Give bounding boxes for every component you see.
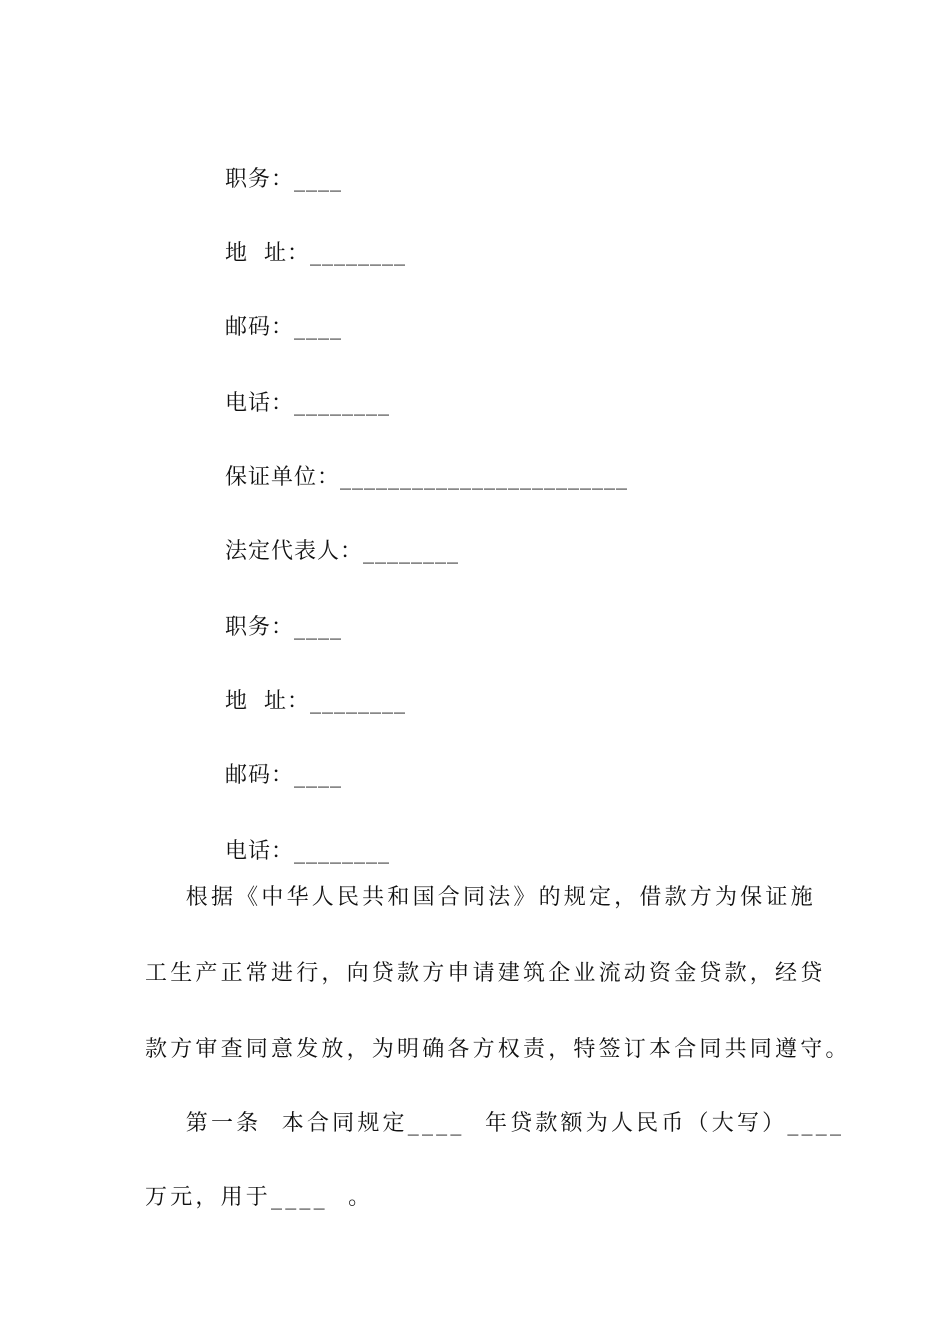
field-label: 电话： [224,391,294,416]
field-blank: ________ [294,839,390,864]
guarantor-unit-field [193,436,628,520]
field-blank: ____ [294,763,342,788]
field-label: 法定代表人： [224,539,363,564]
field-blank: ________ [309,689,406,714]
guarantor-phone-field [193,810,390,894]
field-blank: ________ [309,241,406,266]
paragraph-line: 万元，用于____ 。 [145,1185,374,1210]
field-blank: ____ [294,167,342,192]
field-label: 职务： [224,615,294,640]
field-label: 电话： [224,839,294,864]
field-blank: ____ [294,315,342,340]
field-address [193,212,406,296]
field-phone [193,362,390,446]
field-blank: ________ [294,391,390,416]
paragraph-line: 第一条 本合同规定____ 年贷款额为人民币（大写）____ [145,1111,845,1136]
paragraph-line: 根据《中华人民共和国合同法》的规定，借款方为保证施 [145,885,816,910]
legal-representative-field [193,510,459,594]
field-blank: ________________________ [340,465,628,490]
field-label: 职务： [224,167,294,192]
paragraph-line: 工生产正常进行，向贷款方申请建筑企业流动资金贷款，经贷 [145,961,826,986]
field-label: 邮码： [224,763,294,788]
paragraph-line: 款方审查同意发放，为明确各方权责，特签订本合同共同遵守。 [145,1037,851,1062]
field-label: 地 址： [224,689,310,714]
field-position [193,138,342,222]
field-postcode [193,286,342,370]
field-label: 邮码： [224,315,294,340]
guarantor-postcode-field [193,734,342,818]
field-blank: ________ [363,539,459,564]
field-blank: ____ [294,615,342,640]
guarantor-address-field [193,660,406,744]
field-label: 保证单位： [224,465,340,490]
field-label: 地 址： [224,241,310,266]
guarantor-position-field [193,586,342,670]
